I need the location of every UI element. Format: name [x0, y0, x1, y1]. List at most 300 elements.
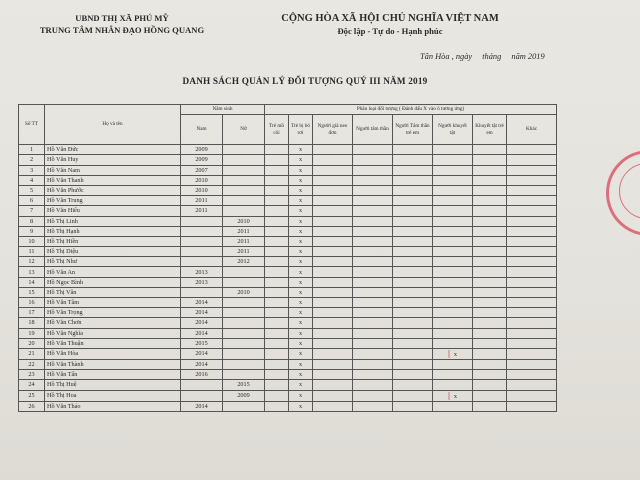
- row-elderly: [313, 257, 353, 267]
- row-disabled-child: [473, 359, 507, 369]
- row-mental: [353, 298, 393, 308]
- row-mental-child: [393, 226, 433, 236]
- row-mental: [353, 145, 393, 155]
- header-other: Khác: [507, 115, 557, 145]
- row-other: [507, 175, 557, 185]
- row-disabled-child: [473, 277, 507, 287]
- row-abandoned: x: [289, 196, 313, 206]
- row-elderly: [313, 226, 353, 236]
- row-name: Hồ Thị Hạnh: [45, 226, 181, 236]
- row-orphan: [265, 308, 289, 318]
- row-other: [507, 196, 557, 206]
- table-row: [19, 236, 557, 246]
- row-orphan: [265, 359, 289, 369]
- row-disabled-child: [473, 338, 507, 348]
- row-mental: [353, 175, 393, 185]
- table-row: [19, 401, 557, 411]
- row-other: [507, 216, 557, 226]
- row-disabled-mark: x: [453, 350, 457, 358]
- row-mental: [353, 401, 393, 411]
- row-elderly: [313, 206, 353, 216]
- row-female-year: [223, 145, 265, 155]
- row-elderly: [313, 216, 353, 226]
- row-mental-child: [393, 236, 433, 246]
- row-mental-child: [393, 145, 433, 155]
- row-female-year: 2009: [223, 390, 265, 401]
- table-row: [19, 318, 557, 328]
- row-elderly: [313, 338, 353, 348]
- row-orphan: [265, 216, 289, 226]
- row-male-year: 2016: [181, 370, 223, 380]
- row-abandoned: x: [289, 257, 313, 267]
- row-disabled: [433, 196, 473, 206]
- row-elderly: [313, 298, 353, 308]
- row-stt: 2: [19, 155, 45, 165]
- row-abandoned: x: [289, 155, 313, 165]
- row-stt: 20: [19, 338, 45, 348]
- row-male-year: [181, 380, 223, 390]
- row-orphan: [265, 145, 289, 155]
- row-other: [507, 401, 557, 411]
- row-male-year: 2014: [181, 308, 223, 318]
- row-abandoned: x: [289, 370, 313, 380]
- row-orphan: [265, 287, 289, 297]
- row-name: Hồ Văn Tấn: [45, 370, 181, 380]
- row-mental-child: [393, 175, 433, 185]
- row-name: Hồ Văn Nghĩa: [45, 328, 181, 338]
- row-name: Hồ Văn An: [45, 267, 181, 277]
- dateline-month: tháng: [482, 52, 502, 61]
- row-stt: 1: [19, 145, 45, 155]
- row-disabled: [433, 401, 473, 411]
- row-other: [507, 257, 557, 267]
- row-other: [507, 155, 557, 165]
- row-orphan: [265, 348, 289, 359]
- row-disabled-child: [473, 308, 507, 318]
- row-orphan: [265, 247, 289, 257]
- row-abandoned: x: [289, 359, 313, 369]
- row-male-year: 2007: [181, 165, 223, 175]
- row-female-year: [223, 298, 265, 308]
- dateline: [420, 52, 553, 61]
- row-female-year: 2011: [223, 226, 265, 236]
- row-name: Hồ Thị Như: [45, 257, 181, 267]
- table-row: [19, 226, 557, 236]
- row-mental: [353, 216, 393, 226]
- row-orphan: [265, 267, 289, 277]
- row-mental-child: [393, 390, 433, 401]
- row-abandoned: x: [289, 165, 313, 175]
- row-name: Hồ Thị Hoa: [45, 390, 181, 401]
- row-other: [507, 267, 557, 277]
- row-stt: 15: [19, 287, 45, 297]
- row-mental: [353, 236, 393, 246]
- row-mental-child: [393, 155, 433, 165]
- row-elderly: [313, 145, 353, 155]
- row-stt: 19: [19, 328, 45, 338]
- row-female-year: 2015: [223, 380, 265, 390]
- row-mental: [353, 359, 393, 369]
- row-orphan: [265, 277, 289, 287]
- row-male-year: 2014: [181, 348, 223, 359]
- row-other: [507, 328, 557, 338]
- row-other: [507, 185, 557, 195]
- row-abandoned: x: [289, 267, 313, 277]
- row-male-year: [181, 247, 223, 257]
- row-elderly: [313, 267, 353, 277]
- row-disabled: [433, 308, 473, 318]
- row-disabled: [433, 348, 473, 359]
- issuer-line-2: TRUNG TÂM NHÂN ĐẠO HỒNG QUANG: [39, 25, 205, 35]
- row-other: [507, 277, 557, 287]
- row-stt: 26: [19, 401, 45, 411]
- row-female-year: [223, 185, 265, 195]
- header-female: Nữ: [223, 115, 265, 145]
- row-elderly: [313, 370, 353, 380]
- row-mental-child: [393, 359, 433, 369]
- row-female-year: 2010: [223, 216, 265, 226]
- table-row: [19, 257, 557, 267]
- row-disabled: [433, 145, 473, 155]
- row-mental-child: [393, 196, 433, 206]
- row-mental-child: [393, 277, 433, 287]
- row-elderly: [313, 185, 353, 195]
- row-elderly: [313, 165, 353, 175]
- row-mental: [353, 390, 393, 401]
- row-name: Hồ Ngọc Bình: [45, 277, 181, 287]
- row-orphan: [265, 155, 289, 165]
- row-disabled: [433, 390, 473, 401]
- table-row: [19, 348, 557, 359]
- row-male-year: 2014: [181, 318, 223, 328]
- row-other: [507, 308, 557, 318]
- red-pen-mark: |: [448, 390, 450, 400]
- row-abandoned: x: [289, 247, 313, 257]
- row-female-year: [223, 328, 265, 338]
- row-stt: 18: [19, 318, 45, 328]
- row-abandoned: x: [289, 175, 313, 185]
- row-mental-child: [393, 257, 433, 267]
- issuer-line-1: UBND THỊ XÃ PHÚ MỸ: [75, 13, 169, 23]
- row-orphan: [265, 318, 289, 328]
- row-abandoned: x: [289, 318, 313, 328]
- header-name: Họ và tên: [45, 105, 181, 145]
- row-orphan: [265, 390, 289, 401]
- row-mental-child: [393, 370, 433, 380]
- row-stt: 8: [19, 216, 45, 226]
- row-elderly: [313, 175, 353, 185]
- row-other: [507, 359, 557, 369]
- row-disabled: [433, 318, 473, 328]
- row-mental: [353, 247, 393, 257]
- header-disabled-child: Khuyết tật trẻ em: [473, 115, 507, 145]
- row-other: [507, 206, 557, 216]
- row-abandoned: x: [289, 390, 313, 401]
- dateline-year: năm 2019: [511, 52, 545, 61]
- row-disabled-child: [473, 287, 507, 297]
- row-male-year: 2015: [181, 338, 223, 348]
- row-mental-child: [393, 216, 433, 226]
- header-mental-child: Người Tâm thần trẻ em: [393, 115, 433, 145]
- header-orphan: Trẻ mồ côi: [265, 115, 289, 145]
- row-stt: 10: [19, 236, 45, 246]
- row-name: Hồ Văn Thuận: [45, 338, 181, 348]
- table-row: [19, 155, 557, 165]
- national-line-2: Độc lập - Tự do - Hạnh phúc: [337, 26, 443, 36]
- row-disabled-child: [473, 267, 507, 277]
- header-mental: Người tâm thần: [353, 115, 393, 145]
- row-disabled-child: [473, 145, 507, 155]
- row-other: [507, 380, 557, 390]
- row-orphan: [265, 380, 289, 390]
- row-male-year: [181, 236, 223, 246]
- row-disabled-child: [473, 257, 507, 267]
- row-name: Hồ Văn Phước: [45, 185, 181, 195]
- row-stt: 13: [19, 267, 45, 277]
- row-disabled: [433, 226, 473, 236]
- row-mental-child: [393, 348, 433, 359]
- row-disabled: [433, 165, 473, 175]
- issuer-header: [22, 12, 222, 36]
- row-name: Hồ Văn Trọng: [45, 308, 181, 318]
- row-abandoned: x: [289, 328, 313, 338]
- row-abandoned: x: [289, 226, 313, 236]
- row-name: Hồ Văn Thành: [45, 359, 181, 369]
- row-male-year: 2011: [181, 206, 223, 216]
- row-abandoned: x: [289, 401, 313, 411]
- row-male-year: 2013: [181, 267, 223, 277]
- row-female-year: [223, 348, 265, 359]
- row-mental-child: [393, 185, 433, 195]
- row-disabled: [433, 267, 473, 277]
- table-row: [19, 145, 557, 155]
- row-disabled-child: [473, 165, 507, 175]
- row-disabled: [433, 155, 473, 165]
- row-male-year: [181, 216, 223, 226]
- row-name: Hồ Thị Diệu: [45, 247, 181, 257]
- row-orphan: [265, 338, 289, 348]
- row-abandoned: x: [289, 206, 313, 216]
- row-disabled-child: [473, 226, 507, 236]
- table-row: [19, 206, 557, 216]
- row-stt: 21: [19, 348, 45, 359]
- header-abandoned: Trẻ bị bỏ rơi: [289, 115, 313, 145]
- row-abandoned: x: [289, 277, 313, 287]
- dateline-place: Tân Hòa , ngày: [420, 52, 473, 61]
- row-abandoned: x: [289, 298, 313, 308]
- row-disabled: [433, 277, 473, 287]
- row-mental-child: [393, 267, 433, 277]
- row-female-year: 2011: [223, 236, 265, 246]
- row-stt: 24: [19, 380, 45, 390]
- row-mental-child: [393, 318, 433, 328]
- row-stt: 9: [19, 226, 45, 236]
- row-mental: [353, 287, 393, 297]
- row-female-year: [223, 267, 265, 277]
- row-mental-child: [393, 338, 433, 348]
- row-elderly: [313, 390, 353, 401]
- red-pen-mark: |: [448, 348, 450, 358]
- row-elderly: [313, 380, 353, 390]
- table-row: [19, 175, 557, 185]
- row-mental: [353, 226, 393, 236]
- red-seal-stamp: [606, 150, 640, 236]
- row-other: [507, 338, 557, 348]
- header-elderly: Người già neo đơn: [313, 115, 353, 145]
- row-orphan: [265, 257, 289, 267]
- row-stt: 3: [19, 165, 45, 175]
- row-mental: [353, 165, 393, 175]
- row-female-year: [223, 155, 265, 165]
- row-abandoned: x: [289, 145, 313, 155]
- row-name: Hồ Văn Chơn: [45, 318, 181, 328]
- row-mental: [353, 185, 393, 195]
- row-female-year: 2011: [223, 247, 265, 257]
- row-female-year: [223, 165, 265, 175]
- row-mental-child: [393, 380, 433, 390]
- row-name: Hồ Văn Nam: [45, 165, 181, 175]
- table-row: [19, 216, 557, 226]
- table-row: [19, 359, 557, 369]
- row-other: [507, 165, 557, 175]
- row-disabled-child: [473, 185, 507, 195]
- row-other: [507, 145, 557, 155]
- row-orphan: [265, 196, 289, 206]
- table-row: [19, 328, 557, 338]
- row-other: [507, 318, 557, 328]
- red-seal-inner-ring: [619, 163, 640, 219]
- row-mental: [353, 206, 393, 216]
- header-disabled: Người khuyết tật: [433, 115, 473, 145]
- row-other: [507, 298, 557, 308]
- document-title: DANH SÁCH QUẢN LÝ ĐỐI TƯỢNG QUÝ III NĂM 2019: [182, 76, 428, 86]
- table-row: [19, 267, 557, 277]
- row-female-year: 2012: [223, 257, 265, 267]
- row-elderly: [313, 287, 353, 297]
- table-row: [19, 287, 557, 297]
- row-mental: [353, 308, 393, 318]
- row-elderly: [313, 348, 353, 359]
- row-disabled: [433, 359, 473, 369]
- table-row: [19, 196, 557, 206]
- row-female-year: [223, 338, 265, 348]
- row-female-year: [223, 401, 265, 411]
- row-mental: [353, 370, 393, 380]
- row-elderly: [313, 308, 353, 318]
- table-row: [19, 370, 557, 380]
- row-stt: 25: [19, 390, 45, 401]
- row-orphan: [265, 185, 289, 195]
- header-stt: Số TT: [19, 105, 45, 145]
- row-female-year: [223, 318, 265, 328]
- row-abandoned: x: [289, 338, 313, 348]
- row-disabled: [433, 236, 473, 246]
- row-mental: [353, 338, 393, 348]
- row-abandoned: x: [289, 348, 313, 359]
- row-disabled-child: [473, 370, 507, 380]
- table-row: [19, 298, 557, 308]
- row-disabled: [433, 216, 473, 226]
- row-name: Hồ Thị Hiền: [45, 236, 181, 246]
- row-disabled-child: [473, 196, 507, 206]
- row-female-year: 2010: [223, 287, 265, 297]
- row-disabled-child: [473, 155, 507, 165]
- row-other: [507, 348, 557, 359]
- row-orphan: [265, 175, 289, 185]
- row-orphan: [265, 298, 289, 308]
- row-orphan: [265, 165, 289, 175]
- row-male-year: 2014: [181, 328, 223, 338]
- row-name: Hồ Văn Hiếu: [45, 206, 181, 216]
- row-mental-child: [393, 287, 433, 297]
- row-male-year: 2014: [181, 298, 223, 308]
- row-male-year: 2011: [181, 196, 223, 206]
- row-name: Hồ Văn Trung: [45, 196, 181, 206]
- row-female-year: [223, 277, 265, 287]
- row-stt: 4: [19, 175, 45, 185]
- row-disabled: [433, 175, 473, 185]
- row-elderly: [313, 236, 353, 246]
- row-elderly: [313, 196, 353, 206]
- row-orphan: [265, 206, 289, 216]
- national-line-1: CỘNG HÒA XÃ HỘI CHỦ NGHĨA VIỆT NAM: [281, 13, 499, 24]
- row-disabled-mark: x: [453, 392, 457, 400]
- row-male-year: [181, 287, 223, 297]
- row-disabled: [433, 185, 473, 195]
- row-disabled: [433, 257, 473, 267]
- row-other: [507, 370, 557, 380]
- row-other: [507, 226, 557, 236]
- row-mental: [353, 380, 393, 390]
- row-disabled-child: [473, 216, 507, 226]
- row-male-year: 2010: [181, 185, 223, 195]
- table-row: [19, 277, 557, 287]
- row-disabled-child: [473, 390, 507, 401]
- row-abandoned: x: [289, 287, 313, 297]
- row-disabled: [433, 338, 473, 348]
- row-other: [507, 287, 557, 297]
- row-male-year: 2009: [181, 155, 223, 165]
- row-name: Hồ Văn Thanh: [45, 175, 181, 185]
- row-orphan: [265, 328, 289, 338]
- row-name: Hồ Văn Đức: [45, 145, 181, 155]
- row-disabled: [433, 370, 473, 380]
- row-disabled-child: [473, 298, 507, 308]
- row-disabled: [433, 247, 473, 257]
- table-row: [19, 380, 557, 390]
- row-disabled-child: [473, 175, 507, 185]
- row-stt: 11: [19, 247, 45, 257]
- row-name: Hồ Văn Hòa: [45, 348, 181, 359]
- row-disabled-child: [473, 247, 507, 257]
- header-birth-year: Năm sinh: [181, 105, 265, 115]
- row-elderly: [313, 318, 353, 328]
- row-elderly: [313, 155, 353, 165]
- row-other: [507, 390, 557, 401]
- register-table: [18, 104, 557, 412]
- row-mental: [353, 277, 393, 287]
- row-stt: 12: [19, 257, 45, 267]
- row-elderly: [313, 277, 353, 287]
- row-male-year: 2014: [181, 401, 223, 411]
- row-male-year: 2009: [181, 145, 223, 155]
- row-disabled: [433, 380, 473, 390]
- row-mental: [353, 328, 393, 338]
- row-name: Hồ Thị Huệ: [45, 380, 181, 390]
- row-name: Hồ Văn Huy: [45, 155, 181, 165]
- row-stt: 22: [19, 359, 45, 369]
- row-mental: [353, 318, 393, 328]
